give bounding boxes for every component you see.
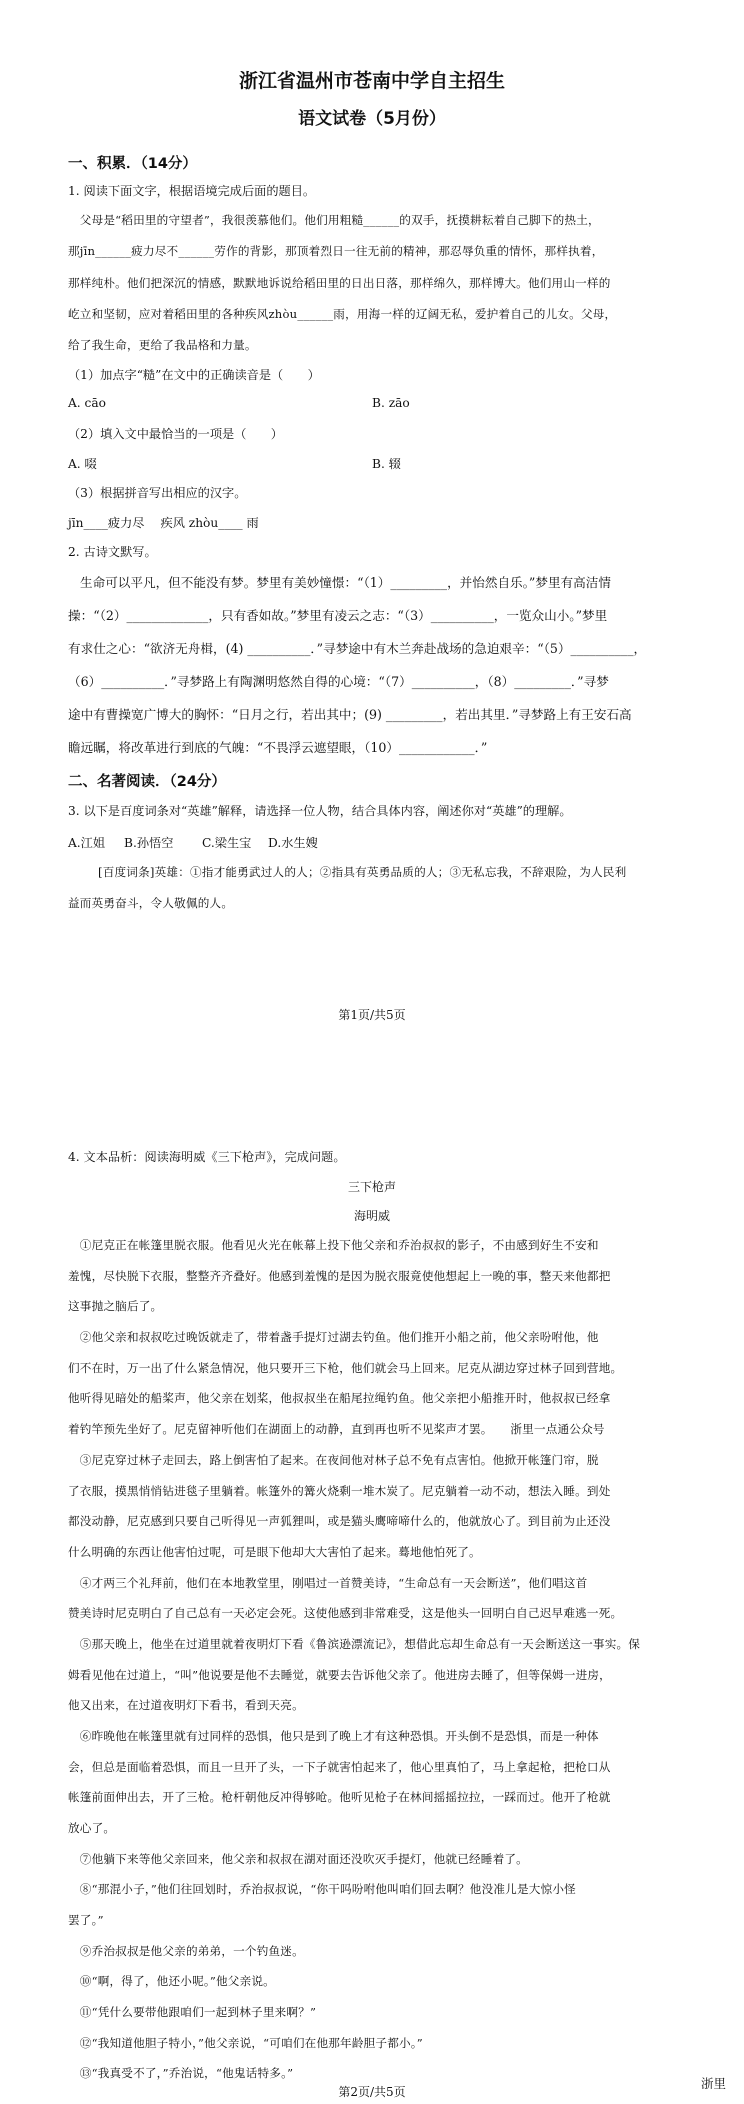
story-line: ⑦他躺下来等他父亲回来，他父亲和叔叔在湖对面还没吹灭手提灯，他就已经睡着了。 — [68, 1852, 528, 1866]
question-1-3: （3）根据拼音写出相应的汉字。 — [68, 486, 247, 500]
story-line: 放心了。 — [68, 1821, 116, 1835]
story-title: 三下枪声 — [347, 1180, 396, 1194]
poem-line: 有求仕之心：“欲济无舟楫，(4) __________．”寻梦途中有木兰奔赴战场的急迫艰辛：“（5）__________， — [68, 641, 647, 656]
choice-option: D.水生嫂 — [268, 836, 318, 850]
section-heading-accumulation: 一、积累．（14分） — [68, 156, 197, 172]
story-line: 这事抛之脑后了。 — [68, 1299, 163, 1313]
story-line: ④才两三个礼拜前，他们在本地教堂里，刚唱过一首赞美诗，“生命总有一天会断送”，他们唱这首 — [68, 1576, 588, 1590]
story-line: 羞愧，尽快脱下衣服，整整齐齐叠好。他感到羞愧的是因为脱衣服竟使他想起上一晚的事，整天来他都把 — [68, 1269, 611, 1283]
story-line: ⑨乔治叔叔是他父亲的弟弟，一个钓鱼迷。 — [68, 1944, 304, 1958]
story-line: 姆看见他在过道上，“叫”他说要是他不去睡觉，就要去告诉他父亲了。他进房去睡了，但等保姆一进房， — [68, 1668, 611, 1682]
option-b: B. zāo — [372, 396, 410, 410]
page-footer-1: 第1页/共5页 — [338, 1008, 406, 1022]
story-line: 着钓竿预先坐好了。尼克留神听他们在湖面上的动静，直到再也听不见桨声才罢。 浙里一点通公众号 — [68, 1422, 605, 1436]
story-line: ①尼克正在帐篷里脱衣服。他看见火光在帐幕上投下他父亲和乔治叔叔的影子，不由感到好生不安和 — [68, 1238, 599, 1252]
poem-line: 途中有曹操宽广博大的胸怀：“日月之行，若出其中；(9) _________，若出其里．”寻梦路上有王安石高 — [68, 707, 632, 722]
poem-line: 操：“（2）_____________，只有香如故。”梦里有凌云之志：“（3）__________，一览众山小。”梦里 — [68, 608, 608, 623]
passage-line: 那jīn______疲力尽不______劳作的背影，那顶着烈日一往无前的精神，那忍辱负重的情怀，那样执着， — [68, 244, 604, 258]
question-1-1: （1）加点字“糙”在文中的正确读音是（ ） — [68, 368, 320, 382]
question-1-intro: 1. 阅读下面文字，根据语境完成后面的题目。 — [68, 184, 316, 198]
story-author: 海明威 — [353, 1209, 390, 1223]
story-line: ⑤那天晚上，他坐在过道里就着夜明灯下看《鲁滨逊漂流记》，想借此忘却生命总有一天会断送这一事实。保 — [68, 1637, 641, 1651]
story-line: 什么明确的东西让他害怕过呢，可是眼下他却大大害怕了起来。蓦地他怕死了。 — [68, 1545, 481, 1559]
poem-line: 生命可以平凡，但不能没有梦。梦里有美妙憧憬：“（1）_________，并怡然自乐。”梦里有高洁情 — [80, 575, 611, 590]
option-b: B. 辍 — [372, 457, 401, 471]
baike-definition: [百度词条]英雄：①指才能勇武过人的人；②指具有英勇品质的人；③无私忘我，不辞艰险，为人民利 — [98, 865, 627, 879]
story-line: 都没动静，尼克感到只要自己听得见一声狐狸叫，或是猫头鹰啼啼什么的，他就放心了。到目前为止还没 — [68, 1514, 611, 1528]
story-line: ②他父亲和叔叔吃过晚饭就走了，带着盏手提灯过湖去钓鱼。他们推开小船之前，他父亲吩咐他，他 — [68, 1330, 599, 1344]
poem-line: 瞻远瞩，将改革进行到底的气魄：“不畏浮云遮望眼，（10）____________．” — [68, 740, 488, 755]
question-2-intro: 2. 古诗文默写。 — [68, 545, 157, 559]
option-a: A. cāo — [68, 396, 106, 410]
baike-definition: 益而英勇奋斗，令人敬佩的人。 — [68, 896, 234, 910]
story-line: ⑥昨晚他在帐篷里就有过同样的恐惧，他只是到了晚上才有这种恐惧。开头倒不是恐惧，而是一种体 — [68, 1729, 599, 1743]
question-1-3-blanks: jīn____疲力尽 疾风 zhòu____ 雨 — [68, 516, 259, 530]
story-line: ⑬“我真受不了，”乔治说，“他鬼话特多。” — [68, 2066, 294, 2080]
story-line: ⑫“我知道他胆子特小，”他父亲说，“可咱们在他那年龄胆子都小。” — [68, 2036, 423, 2050]
passage-line: 给了我生命，更给了我品格和力量。 — [68, 338, 257, 352]
exam-title: 浙江省温州市苍南中学自主招生 — [238, 70, 505, 92]
option-a: A. 啜 — [68, 457, 97, 471]
story-line: 赞美诗时尼克明白了自己总有一天必定会死。这使他感到非常难受，这是他头一回明白自己迟早难逃一死。 — [68, 1606, 623, 1620]
story-line: 他听得见暗处的船桨声，他父亲在划桨，他叔叔坐在船尾拉绳钓鱼。他父亲把小船推开时，他叔叔已经拿 — [68, 1391, 611, 1405]
question-1-2: （2）填入文中最恰当的一项是（ ） — [68, 427, 283, 441]
story-line: 们不在时，万一出了什么紧急情况，他只要开三下枪，他们就会马上回来。尼克从湖边穿过林子回到营地。 — [68, 1361, 623, 1375]
poem-line: （6）__________．”寻梦路上有陶渊明悠然自得的心境：“（7）__________，（8）_________．”寻梦 — [68, 674, 609, 689]
question-4: 4. 文本品析：阅读海明威《三下枪声》，完成问题。 — [68, 1150, 346, 1164]
passage-line: 那样纯朴。他们把深沉的情感，默默地诉说给稻田里的日出日落，那样绵久，那样博大。他们用山一样的 — [68, 276, 611, 290]
corner-watermark-text: 浙里 — [700, 2076, 726, 2091]
story-line: ③尼克穿过林子走回去，路上倒害怕了起来。在夜间他对林子总不免有点害怕。他掀开帐篷门帘，脱 — [68, 1453, 599, 1467]
exam-subtitle: 语文试卷（5月份） — [298, 109, 446, 129]
choice-option: A.江姐 — [68, 836, 106, 850]
story-line: ⑧“那混小子，”他们往回划时，乔治叔叔说，“你干吗吩咐他叫咱们回去啊？他没准儿是大惊小怪 — [68, 1882, 576, 1896]
question-3: 3. 以下是百度词条对“英雄”解释，请选择一位人物，结合具体内容，阐述你对“英雄”的理解。 — [68, 804, 572, 818]
story-line: ⑩“啊，得了，他还小呢。”他父亲说。 — [68, 1974, 275, 1988]
passage-line: 父母是“稻田里的守望者”，我很羡慕他们。他们用粗糙______的双手，抚摸耕耘着自己脚下的热土， — [68, 213, 600, 227]
section-heading-classics: 二、名著阅读．（24分） — [68, 774, 226, 790]
choice-option: C.梁生宝 — [202, 836, 252, 850]
choice-option: B.孙悟空 — [124, 836, 174, 850]
page-footer-2: 第2页/共5页 — [338, 2085, 406, 2099]
story-line: 会，但总是面临着恐惧，而且一旦开了头，一下子就害怕起来了，他心里真怕了，马上拿起枪，把枪口从 — [68, 1760, 611, 1774]
story-line: 罢了。” — [68, 1913, 104, 1927]
story-line: 了衣服，摸黑悄悄钻进毯子里躺着。帐篷外的篝火烧剩一堆木炭了。尼克躺着一动不动，想法入睡。到处 — [68, 1484, 611, 1498]
story-line: 他又出来，在过道夜明灯下看书，看到天亮。 — [68, 1698, 304, 1712]
story-line: 帐篷前面伸出去，开了三枪。枪杆朝他反冲得够呛。他听见枪子在林间摇摇拉拉，一踩而过。他开了枪就 — [68, 1790, 611, 1804]
passage-line: 屹立和坚韧，应对着稻田里的各种疾风zhòu______雨，用海一样的辽阔无私，爱护着自己的儿女。父母， — [68, 307, 617, 321]
story-line: ⑪“凭什么要带他跟咱们一起到林子里来啊？” — [68, 2005, 317, 2019]
